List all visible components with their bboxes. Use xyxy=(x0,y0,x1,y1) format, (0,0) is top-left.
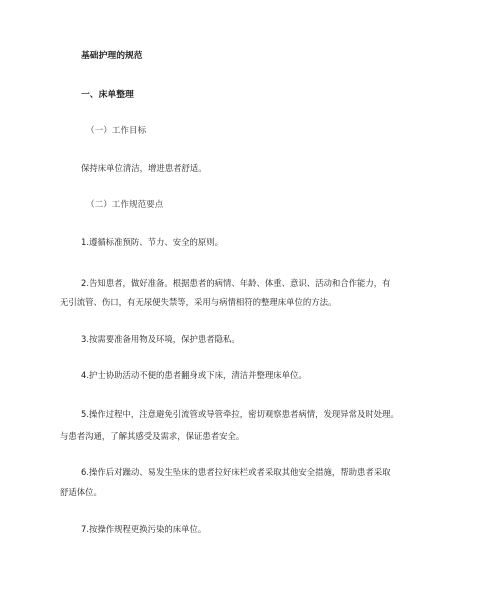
standard-item-6-line-2: 舒适体位。 xyxy=(60,487,102,497)
section-heading-bed-making: 一、床单整理 xyxy=(81,90,134,100)
document-title: 基础护理的规范 xyxy=(81,51,143,61)
work-goal-text: 保持床单位清洁，增进患者舒适。 xyxy=(81,163,207,173)
standard-item-5-line-2: 与患者沟通，了解其感受及需求，保证患者安全。 xyxy=(60,431,245,441)
subsection-heading-work-standards: （二）工作规范要点 xyxy=(86,200,164,210)
subsection-heading-work-goal: （一）工作目标 xyxy=(86,126,147,136)
standard-item-4: 4.护士协助活动不便的患者翻身或下床，清洁并整理床单位。 xyxy=(81,370,307,380)
standard-item-5-line-1: 5.操作过程中，注意避免引流管或导管牵拉，密切观察患者病情，发现异常及时处理。 xyxy=(81,409,399,419)
standard-item-3: 3.按需要准备用物及环境，保护患者隐私。 xyxy=(81,334,240,344)
standard-item-2-line-1: 2.告知患者，做好准备。根据患者的病情、年龄、体重、意识、活动和合作能力，有 xyxy=(81,278,391,288)
standard-item-7: 7.按操作规程更换污染的床单位。 xyxy=(81,524,207,534)
standard-item-1: 1.遵循标准预防、节力、安全的原则。 xyxy=(81,237,223,247)
standard-item-6-line-1: 6.操作后对躁动、易发生坠床的患者拉好床栏或者采取其他安全措施，帮助患者采取 xyxy=(81,467,391,477)
standard-item-2-line-2: 无引流管、伤口，有无尿便失禁等，采用与病情相符的整理床单位的方法。 xyxy=(60,297,337,307)
